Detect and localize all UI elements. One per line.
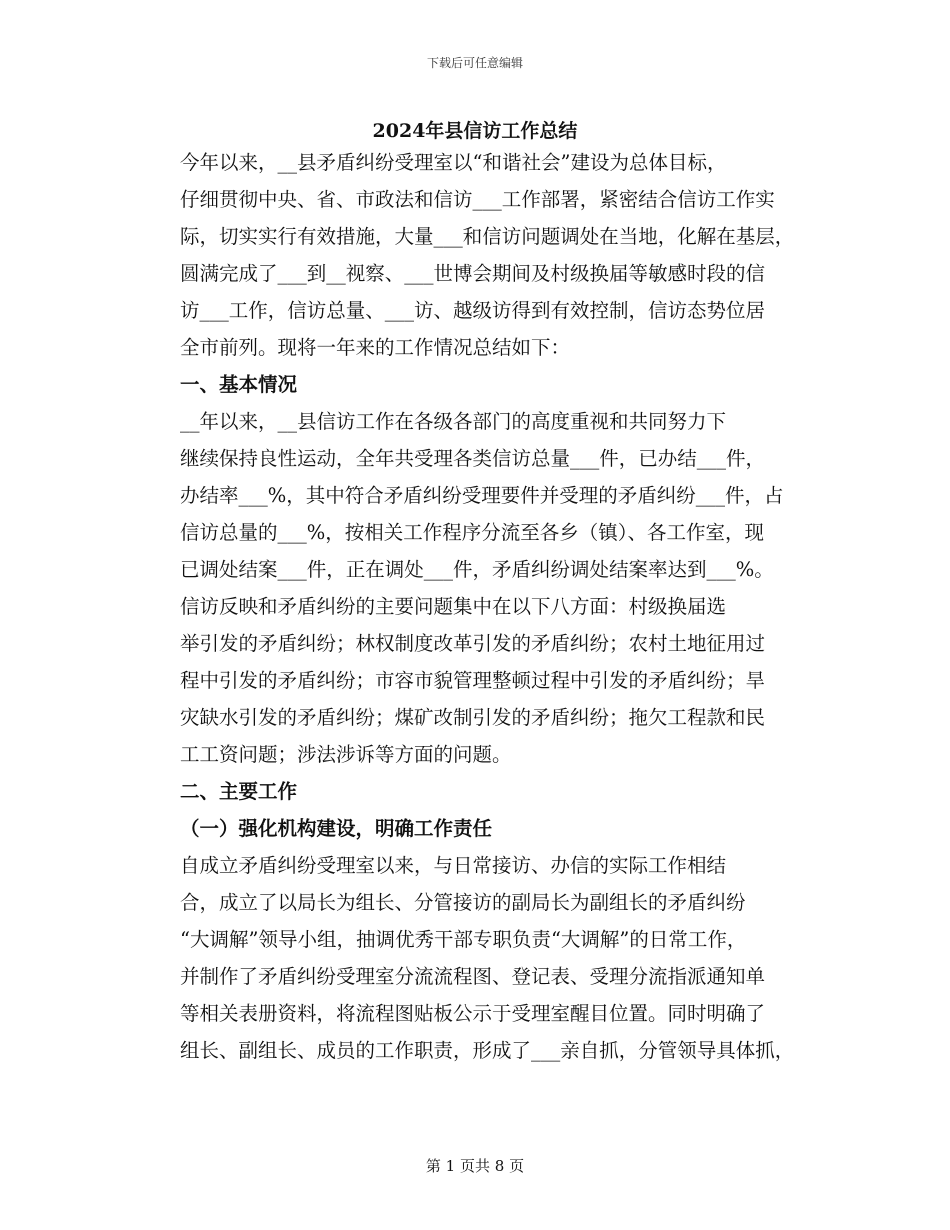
section-heading-main-work: 二、主要工作 xyxy=(180,780,298,803)
text-line: 已调处结案___件，正在调处___件，矛盾纠纷调处结案率达到___%。 xyxy=(180,558,774,581)
text-line: 继续保持良性运动，全年共受理各类信访总量___件，已办结___件， xyxy=(180,447,766,470)
basic-situation-paragraph xyxy=(141,403,811,588)
header-note: 下载后可任意编辑 xyxy=(426,56,523,70)
text-line: 际，切实实行有效措施，大量___和信访问题调处在当地，化解在基层， xyxy=(180,225,795,248)
text-line: 信访反映和矛盾纠纷的主要问题集中在以下八方面：村级换届选 xyxy=(180,595,727,618)
main-work-paragraph xyxy=(141,847,811,1069)
section-heading-basic: 一、基本情况 xyxy=(180,373,298,396)
text-line: 仔细贯彻中央、省、市政法和信访___工作部署，紧密结合信访工作实 xyxy=(180,188,775,211)
text-line: 自成立矛盾纠纷受理室以来，与日常接访、办信的实际工作相结 xyxy=(180,854,727,877)
text-line: 圆满完成了___到__视察、___世博会期间及村级换届等敏感时段的信 xyxy=(180,262,766,285)
text-line: 组长、副组长、成员的工作职责，形成了___亲自抓，分管领导具体抓， xyxy=(180,1039,795,1062)
text-line: 举引发的矛盾纠纷；林权制度改革引发的矛盾纠纷；农村土地征用过 xyxy=(180,632,766,655)
text-line: __年以来，__县信访工作在各级各部门的高度重视和共同努力下 xyxy=(180,410,727,433)
main-issues-paragraph xyxy=(141,588,811,773)
text-line: 全市前列。现将一年来的工作情况总结如下： xyxy=(180,336,571,359)
text-line: 等相关表册资料，将流程图贴板公示于受理室醒目位置。同时明确了 xyxy=(180,1002,766,1025)
text-line: 今年以来，__县矛盾纠纷受理室以“和谐社会”建设为总体目标， xyxy=(180,151,727,174)
text-line: “大调解”领导小组，抽调优秀干部专职负责“大调解”的日常工作， xyxy=(180,928,747,951)
subsection-heading: （一）强化机构建设，明确工作责任 xyxy=(180,817,493,840)
text-line: 并制作了矛盾纠纷受理室分流流程图、登记表、受理分流指派通知单 xyxy=(180,965,766,988)
text-line: 工工资问题；涉法涉诉等方面的问题。 xyxy=(180,743,512,766)
document-title: 2024年县信访工作总结 xyxy=(372,120,578,142)
text-line: 访___工作，信访总量、___访、越级访得到有效控制，信访态势位居 xyxy=(180,299,766,322)
document-body xyxy=(141,144,811,1069)
text-line: 灾缺水引发的矛盾纠纷；煤矿改制引发的矛盾纠纷；拖欠工程款和民 xyxy=(180,706,766,729)
text-line: 合，成立了以局长为组长、分管接访的副局长为副组长的矛盾纠纷 xyxy=(180,891,746,914)
text-line: 程中引发的矛盾纠纷；市容市貌管理整顿过程中引发的矛盾纠纷；旱 xyxy=(180,669,766,692)
intro-paragraph xyxy=(141,144,811,366)
text-line: 信访总量的___%，按相关工作程序分流至各乡（镇）、各工作室，现 xyxy=(180,521,765,544)
page-number-footer: 第 1 页共 8 页 xyxy=(425,1157,525,1175)
text-line: 办结率___%，其中符合矛盾纠纷受理要件并受理的矛盾纠纷___件，占 xyxy=(180,484,784,507)
